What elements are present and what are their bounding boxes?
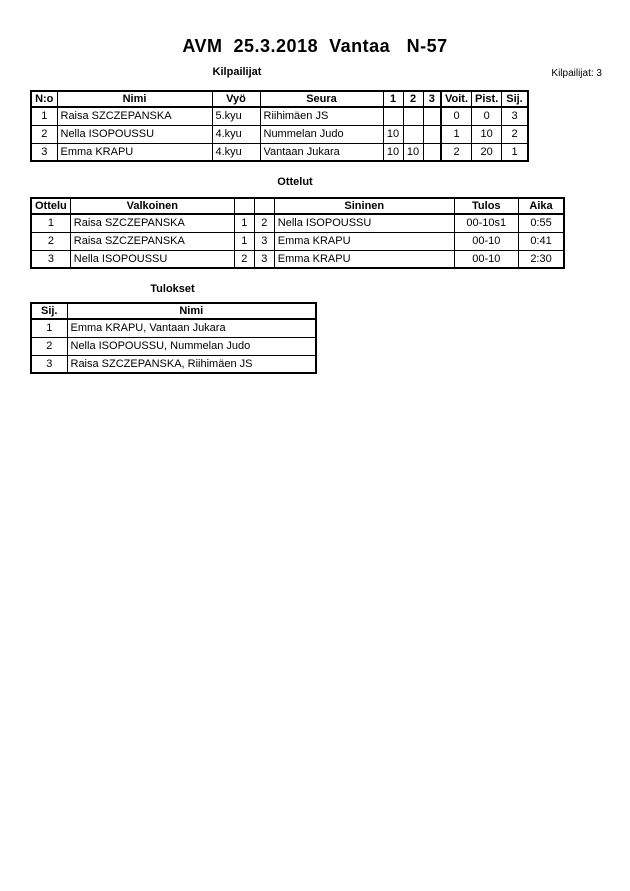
col-header-belt: Vyö bbox=[212, 91, 260, 107]
col-header-no: N:o bbox=[31, 91, 57, 107]
matches-table bbox=[30, 197, 565, 269]
competitor-score2: 10 bbox=[403, 143, 423, 161]
competitor-score2 bbox=[403, 125, 423, 143]
match-white-no: 1 bbox=[234, 214, 254, 232]
competitor-score1 bbox=[383, 107, 403, 125]
competitors-header-row bbox=[31, 91, 528, 107]
result-place: 3 bbox=[31, 355, 67, 373]
competitor-no: 2 bbox=[31, 125, 57, 143]
competitor-no: 1 bbox=[31, 107, 57, 125]
match-blue-no: 3 bbox=[254, 250, 274, 268]
col-header-white-no bbox=[234, 198, 254, 214]
competitor-row bbox=[31, 125, 528, 143]
competitor-club: Nummelan Judo bbox=[260, 125, 383, 143]
match-no: 3 bbox=[31, 250, 70, 268]
match-blue-no: 2 bbox=[254, 214, 274, 232]
col-header-white: Valkoinen bbox=[70, 198, 234, 214]
col-header-place: Sij. bbox=[502, 91, 528, 107]
result-place: 1 bbox=[31, 319, 67, 337]
col-header-blue: Sininen bbox=[274, 198, 454, 214]
competitor-name: Emma KRAPU bbox=[57, 143, 212, 161]
competitor-score3 bbox=[423, 125, 441, 143]
col-header-club: Seura bbox=[260, 91, 383, 107]
competitors-table bbox=[30, 90, 529, 162]
col-header-blue-no bbox=[254, 198, 274, 214]
competitor-score3 bbox=[423, 107, 441, 125]
match-white-name: Raisa SZCZEPANSKA bbox=[70, 232, 234, 250]
result-name: Nella ISOPOUSSU, Nummelan Judo bbox=[67, 337, 316, 355]
col-header-result: Tulos bbox=[454, 198, 518, 214]
col-header-round2: 2 bbox=[403, 91, 423, 107]
result-row bbox=[31, 337, 316, 355]
match-white-name: Raisa SZCZEPANSKA bbox=[70, 214, 234, 232]
result-name: Emma KRAPU, Vantaan Jukara bbox=[67, 319, 316, 337]
matches-heading: Ottelut bbox=[277, 176, 313, 188]
match-result: 00-10s1 bbox=[454, 214, 518, 232]
competitor-club: Vantaan Jukara bbox=[260, 143, 383, 161]
competitor-place: 3 bbox=[502, 107, 528, 125]
results-table bbox=[30, 302, 317, 374]
competitor-place: 1 bbox=[502, 143, 528, 161]
competitor-score3 bbox=[423, 143, 441, 161]
competitor-name: Raisa SZCZEPANSKA bbox=[57, 107, 212, 125]
match-no: 1 bbox=[31, 214, 70, 232]
competitor-wins: 2 bbox=[441, 143, 472, 161]
col-header-name: Nimi bbox=[67, 303, 316, 319]
competitors-count-label: Kilpailijat: 3 bbox=[551, 68, 602, 79]
col-header-round1: 1 bbox=[383, 91, 403, 107]
competitor-wins: 0 bbox=[441, 107, 472, 125]
match-white-name: Nella ISOPOUSSU bbox=[70, 250, 234, 268]
col-header-match: Ottelu bbox=[31, 198, 70, 214]
competitor-wins: 1 bbox=[441, 125, 472, 143]
match-row bbox=[31, 232, 564, 250]
competitor-belt: 4.kyu bbox=[212, 143, 260, 161]
match-no: 2 bbox=[31, 232, 70, 250]
match-blue-name: Emma KRAPU bbox=[274, 232, 454, 250]
col-header-place: Sij. bbox=[31, 303, 67, 319]
competitor-belt: 5.kyu bbox=[212, 107, 260, 125]
match-result: 00-10 bbox=[454, 232, 518, 250]
match-time: 0:55 bbox=[518, 214, 564, 232]
match-blue-no: 3 bbox=[254, 232, 274, 250]
match-result: 00-10 bbox=[454, 250, 518, 268]
page-title: AVM 25.3.2018 Vantaa N-57 bbox=[182, 36, 448, 56]
competitor-row bbox=[31, 107, 528, 125]
match-white-no: 1 bbox=[234, 232, 254, 250]
results-header-row bbox=[31, 303, 316, 319]
col-header-name: Nimi bbox=[57, 91, 212, 107]
match-white-no: 2 bbox=[234, 250, 254, 268]
competitor-no: 3 bbox=[31, 143, 57, 161]
competitor-points: 0 bbox=[472, 107, 502, 125]
result-row bbox=[31, 319, 316, 337]
competitor-points: 20 bbox=[472, 143, 502, 161]
result-place: 2 bbox=[31, 337, 67, 355]
match-blue-name: Emma KRAPU bbox=[274, 250, 454, 268]
result-name: Raisa SZCZEPANSKA, Riihimäen JS bbox=[67, 355, 316, 373]
competitor-score1: 10 bbox=[383, 125, 403, 143]
competitor-place: 2 bbox=[502, 125, 528, 143]
competitors-heading: Kilpailijat bbox=[212, 66, 262, 78]
competitor-row bbox=[31, 143, 528, 161]
col-header-round3: 3 bbox=[423, 91, 441, 107]
result-row bbox=[31, 355, 316, 373]
col-header-time: Aika bbox=[518, 198, 564, 214]
match-blue-name: Nella ISOPOUSSU bbox=[274, 214, 454, 232]
competitor-club: Riihimäen JS bbox=[260, 107, 383, 125]
match-time: 2:30 bbox=[518, 250, 564, 268]
competitor-belt: 4.kyu bbox=[212, 125, 260, 143]
competitor-points: 10 bbox=[472, 125, 502, 143]
competitor-name: Nella ISOPOUSSU bbox=[57, 125, 212, 143]
col-header-wins: Voit. bbox=[441, 91, 472, 107]
competitor-score2 bbox=[403, 107, 423, 125]
col-header-points: Pist. bbox=[472, 91, 502, 107]
match-time: 0:41 bbox=[518, 232, 564, 250]
results-heading: Tulokset bbox=[150, 283, 195, 295]
matches-header-row bbox=[31, 198, 564, 214]
match-row bbox=[31, 250, 564, 268]
match-row bbox=[31, 214, 564, 232]
competitor-score1: 10 bbox=[383, 143, 403, 161]
